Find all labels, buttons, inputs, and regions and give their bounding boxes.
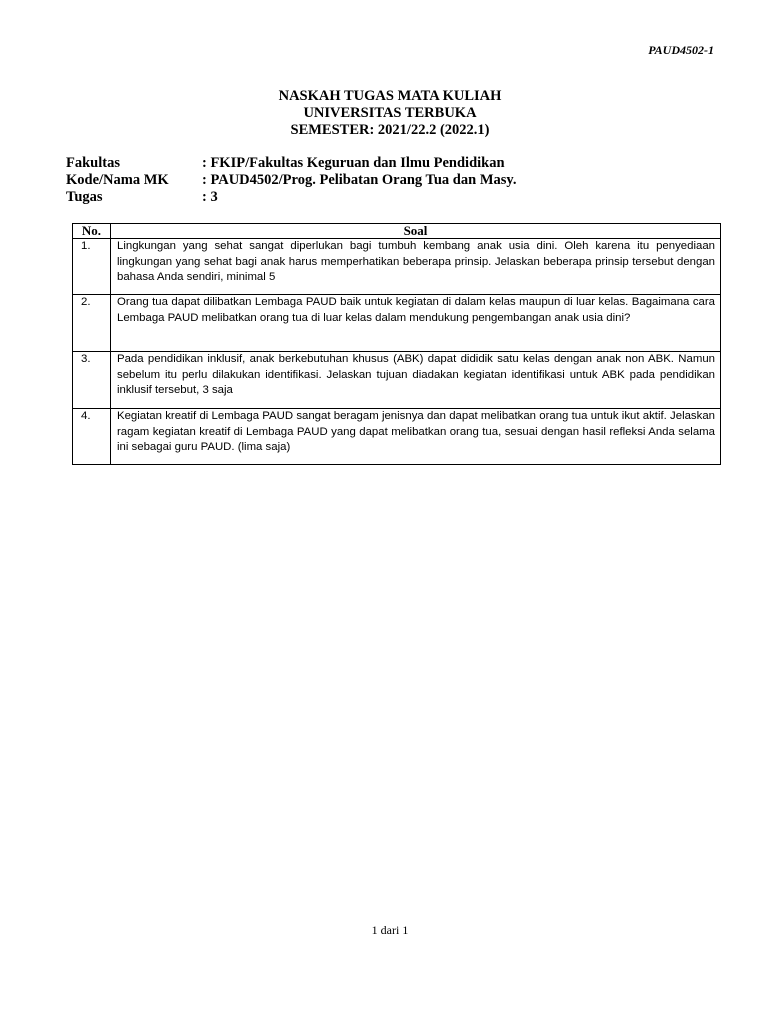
course-meta — [66, 155, 516, 206]
column-header-no: No. — [73, 224, 111, 239]
title-line-university: UNIVERSITAS TERBUKA — [303, 105, 477, 121]
kode-value: : PAUD4502/Prog. Pelibatan Orang Tua dan Masy. — [202, 172, 517, 188]
fakultas-label: Fakultas — [66, 155, 120, 171]
document-code: PAUD4502-1 — [648, 43, 714, 57]
table-row — [73, 409, 721, 465]
question-number: 1. — [73, 239, 111, 295]
meta-row-kode — [66, 172, 516, 189]
meta-row-fakultas — [66, 155, 516, 172]
question-number: 2. — [73, 295, 111, 352]
title-line-course: NASKAH TUGAS MATA KULIAH — [278, 88, 502, 104]
question-text: Lingkungan yang sehat sangat diperlukan bagi tumbuh kembang anak usia dini. Oleh karena itu penyediaan lingkungan yang sehat bagi anak harus memperhatikan beberapa prinsip. Jelaskan beberapa prinsip tersebut dengan bahasa Anda sendiri, minimal 5 — [111, 239, 721, 295]
table-row — [73, 239, 721, 295]
meta-row-tugas — [66, 189, 516, 206]
column-header-soal: Soal — [111, 224, 721, 239]
table-row — [73, 295, 721, 352]
page-number: 1 dari 1 — [371, 923, 409, 937]
table-row — [73, 352, 721, 409]
title-line-semester: SEMESTER: 2021/22.2 (2022.1) — [290, 122, 490, 138]
document-title — [0, 88, 768, 139]
question-text: Orang tua dapat dilibatkan Lembaga PAUD baik untuk kegiatan di dalam kelas maupun di luar kelas. Bagaimana cara Lembaga PAUD melibatkan orang tua di luar kelas dalam mendukung pengembangan anak usia dini? — [111, 295, 721, 352]
kode-label: Kode/Nama MK — [66, 172, 169, 188]
fakultas-value: : FKIP/Fakultas Keguruan dan Ilmu Pendidikan — [202, 155, 505, 171]
question-number: 3. — [73, 352, 111, 409]
tugas-label: Tugas — [66, 189, 103, 205]
questions-table — [72, 223, 721, 465]
question-text: Kegiatan kreatif di Lembaga PAUD sangat beragam jenisnya dan dapat melibatkan orang tua untuk ikut aktif. Jelaskan ragam kegiatan kreatif di Lembaga PAUD yang dapat melibatkan orang tua, sesuai dengan hasil refleksi Anda selama ini sebagai guru PAUD. (lima saja) — [111, 409, 721, 465]
table-header-row — [73, 224, 721, 239]
tugas-value: : 3 — [202, 189, 218, 205]
question-text: Pada pendidikan inklusif, anak berkebutuhan khusus (ABK) dapat dididik satu kelas dengan anak non ABK. Namun sebelum itu perlu dilakukan identifikasi. Jelaskan tujuan diadakan kegiatan identifikasi untuk ABK pada pendidikan inklusif tersebut, 3 saja — [111, 352, 721, 409]
question-number: 4. — [73, 409, 111, 465]
